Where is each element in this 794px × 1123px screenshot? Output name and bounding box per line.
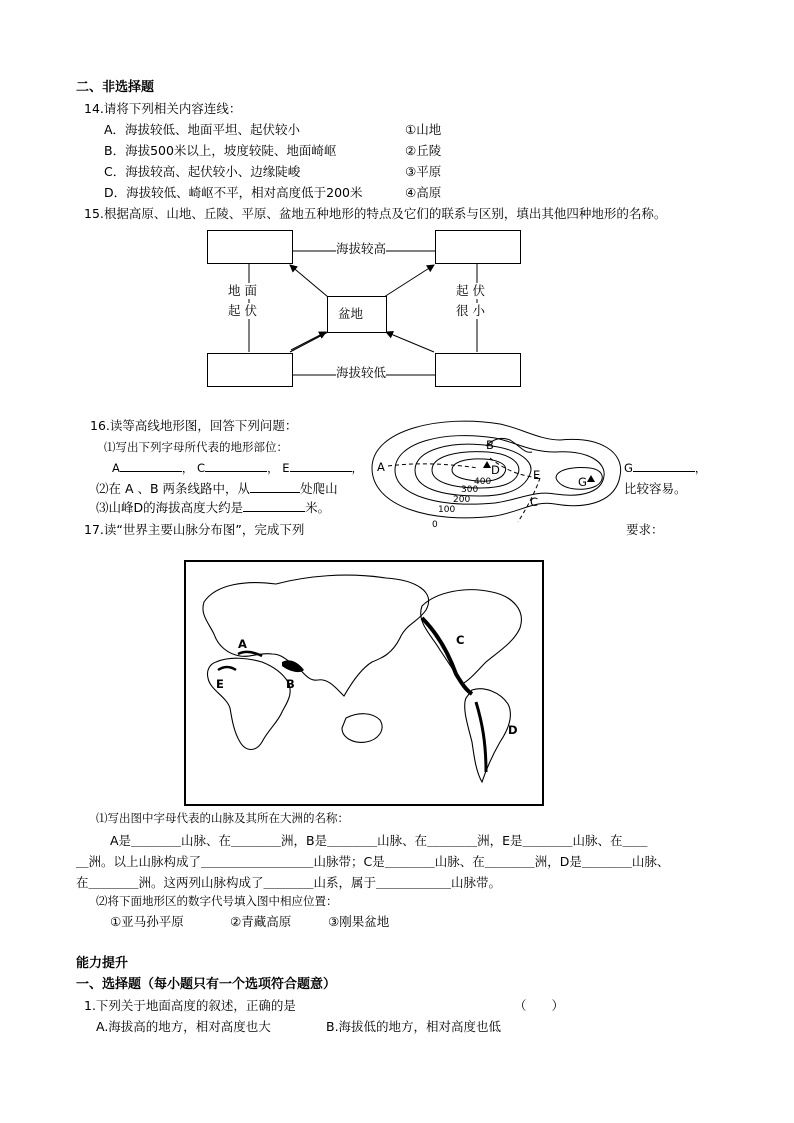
q16-sub1: ⑴写出下列字母所代表的地形部位： <box>104 440 288 454</box>
q1-option-b[interactable]: B.海拔低的地方，相对高度也低 <box>326 1019 502 1034</box>
q16-sub2-tail: 比较容易。 <box>624 481 687 496</box>
q17-line2: ＿洲。以上山脉构成了＿＿＿＿＿＿＿＿＿山脉带；C是＿＿＿＿山脉、在＿＿＿＿洲，D是＿＿＿＿山脉、 <box>76 854 670 869</box>
map-label-e: E <box>533 468 541 482</box>
q16-sub2 <box>96 481 338 497</box>
q14-right-2: ②丘陵 <box>405 143 442 158</box>
q16-sub2-end: 处爬山 <box>300 481 338 496</box>
world-label-c: C <box>456 633 465 647</box>
q16-blank-c[interactable] <box>205 460 267 472</box>
q15-top-label: 海拔较高 <box>336 241 387 256</box>
q15-box-topright[interactable] <box>435 230 521 264</box>
map-label-a: A <box>377 460 385 474</box>
world-label-b: B <box>286 677 295 691</box>
q16-blank-e[interactable] <box>290 460 352 472</box>
q15-box-basin <box>327 296 387 333</box>
q17-option-3: ③刚果盆地 <box>328 914 390 929</box>
q17-option-1: ①亚马孙平原 <box>110 914 184 929</box>
q16-blank-route[interactable] <box>250 481 300 493</box>
q15-stem: 15.根据高原、山地、丘陵、平原、盆地五种地形的特点及它们的联系与区别，填出其他四种地形的名称。 <box>84 206 667 221</box>
contour-label-400: 400 <box>474 477 492 487</box>
q15-box-bottomleft[interactable] <box>207 353 293 387</box>
q16-sub2-text: ⑵在 A 、B 两条线路中，从 <box>96 481 251 496</box>
q16-stem: 16.读等高线地形图，回答下列问题： <box>90 418 298 433</box>
q16-sub3-end: 米。 <box>305 500 331 515</box>
q1-stem: 1.下列关于地面高度的叙述，正确的是 <box>84 998 296 1013</box>
q16-label-c: C <box>197 461 206 475</box>
q17-stem-end: 要求： <box>626 522 664 537</box>
contour-label-300: 300 <box>461 485 479 495</box>
contour-label-100: 100 <box>438 505 456 515</box>
world-map <box>184 560 544 806</box>
q15-bottom-label: 海拔较低 <box>336 365 387 380</box>
q16-blank-g[interactable] <box>633 460 695 472</box>
range-d <box>476 702 486 772</box>
q14-right-4: ④高原 <box>405 185 442 200</box>
q16-sub3-text: ⑶山峰D的海拔高度大约是 <box>96 500 244 515</box>
q15-left-label-1: 地 面 <box>228 283 257 298</box>
q14-left-b: B．海拔500米以上，坡度较陡、地面崎岖 <box>104 143 337 158</box>
q14-stem: 14.请将下列相关内容连线： <box>84 101 242 116</box>
q16-label-e: E <box>282 461 290 475</box>
map-label-g: G <box>578 475 587 489</box>
q15-box-bottomright[interactable] <box>435 353 521 387</box>
q14-right-1: ①山地 <box>405 122 442 137</box>
map-label-c: C <box>530 495 539 509</box>
q16-fill-g: G ， <box>624 461 707 475</box>
world-map-outline <box>186 562 542 804</box>
section-title: 二、非选择题 <box>76 80 155 95</box>
ability-title: 能力提升 <box>76 956 129 971</box>
q16-label-g: G <box>624 461 633 475</box>
contour-label-200: 200 <box>453 495 471 505</box>
q14-left-d: D．海拔较低、崎岖不平，相对高度低于200米 <box>104 185 363 200</box>
q15-right-label-2: 很 小 <box>456 303 485 318</box>
world-label-e: E <box>216 677 224 691</box>
q14-right-3: ③平原 <box>405 164 442 179</box>
q16-sub3 <box>96 500 330 516</box>
world-label-a: A <box>238 637 247 651</box>
q14-left-c: C．海拔较高、起伏较小、边缘陡峻 <box>104 164 301 179</box>
q17-line1: A是＿＿＿＿山脉、在＿＿＿＿洲，B是＿＿＿＿山脉、在＿＿＿＿洲，E是＿＿＿＿山脉、在＿＿ <box>110 833 648 848</box>
q17-stem: 17.读“世界主要山脉分布图”，完成下列 <box>84 522 305 537</box>
world-label-d: D <box>508 723 518 737</box>
range-e <box>218 667 236 670</box>
q16-blank-a[interactable] <box>120 460 182 472</box>
q16-fill-row: A ， C ， E ， <box>112 461 363 475</box>
q15-box-topleft[interactable] <box>207 230 293 264</box>
q15-left-label-2: 起 伏 <box>228 303 257 318</box>
range-b <box>282 660 304 672</box>
q16-blank-height[interactable] <box>243 500 305 512</box>
q1-option-a[interactable]: A.海拔高的地方，相对高度也大 <box>96 1019 271 1034</box>
q15-basin-label: 盆地 <box>338 306 364 321</box>
q14-left-a: A．海拔较低、地面平坦、起伏较小 <box>104 122 301 137</box>
q1-answer-paren[interactable]: （ ） <box>514 998 565 1013</box>
contour-label-0: 0 <box>432 520 438 530</box>
q16-label-a: A <box>112 461 120 475</box>
q17-sub2: ⑵将下面地形区的数字代号填入图中相应位置： <box>96 894 338 908</box>
q17-sub1: ⑴写出图中字母代表的山脉及其所在大洲的名称： <box>96 811 349 825</box>
q17-line3: 在＿＿＿＿洲。这两列山脉构成了＿＿＿＿山系，属于＿＿＿＿＿＿山脉带。 <box>76 875 502 890</box>
map-label-b: B <box>486 438 494 452</box>
section1-title: 一、选择题（每小题只有一个选项符合题意） <box>76 977 337 992</box>
q15-right-label-1: 起 伏 <box>456 283 485 298</box>
q17-option-2: ②青藏高原 <box>230 914 292 929</box>
map-label-d: D <box>491 463 500 477</box>
